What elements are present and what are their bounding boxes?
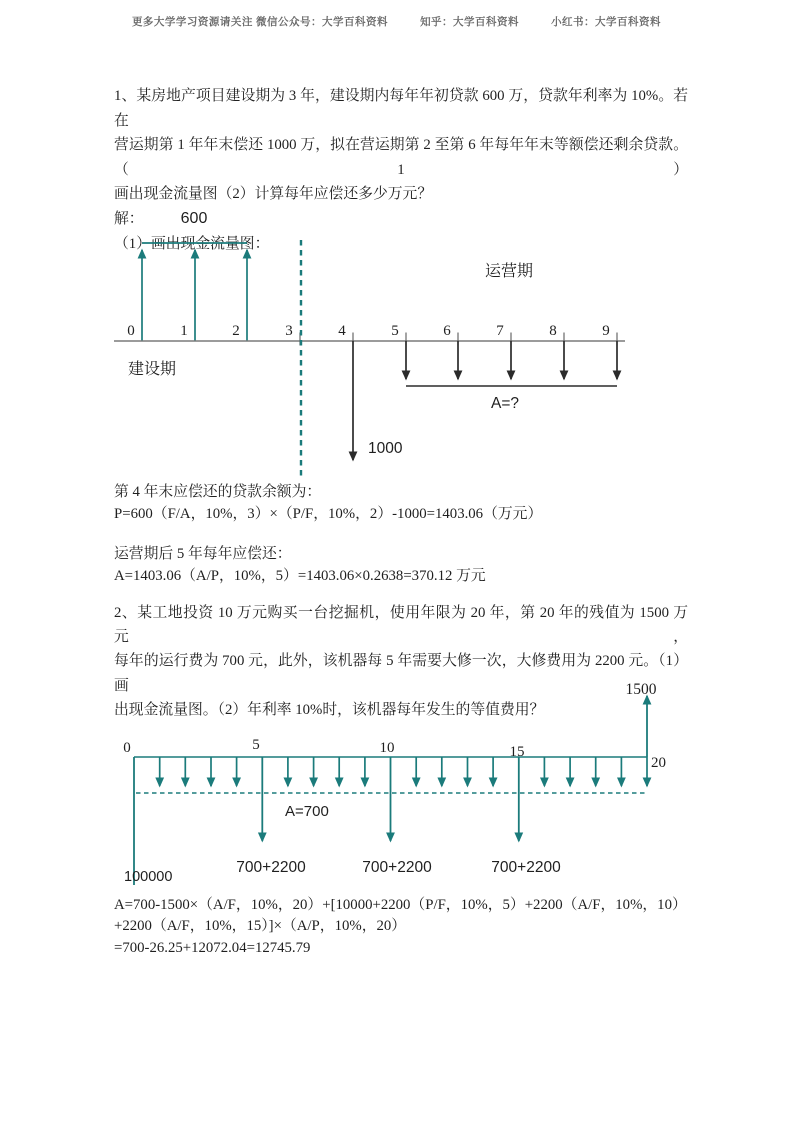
d2-overhaul-arrows <box>262 757 519 841</box>
text-line: 营运期第 1 年年末偿还 1000 万，拟在营运期第 2 至第 6 年每年年末等额偿还剩余贷款。（1） <box>114 137 688 178</box>
d1-tick-label: 6 <box>443 323 451 339</box>
formula-line: P=600（F/A，10%，3）×（P/F，10%，2）-1000=1403.06（万元） <box>114 506 543 523</box>
d1-construction-period-label: 建设期 <box>127 361 177 378</box>
d2-overhaul-label: 700+2200 <box>362 859 432 876</box>
solution1 <box>114 481 688 587</box>
d1-tick-label: 0 <box>127 323 135 339</box>
d1-tick-label: 2 <box>232 323 240 339</box>
d2-annual-cost-arrows <box>160 757 647 786</box>
solution-label: 解： <box>114 210 144 227</box>
formula-line: +2200（A/F，10%，15）]×（A/P，10%，20） <box>114 918 407 935</box>
text-line: 2、某工地投资 10 万元购买一台挖掘机，使用年限为 20 年，第 20 年的残值为 1500 万元， <box>114 605 688 646</box>
header-xiaohongshu: 小红书：大学百科资料 <box>551 17 662 28</box>
step-label: （1）画出现金流量图： <box>114 235 270 252</box>
d1-repayment-label: 1000 <box>368 440 403 457</box>
d2-tick-label: 15 <box>509 744 525 760</box>
cash-flow-diagram-1 <box>0 196 793 486</box>
text-line: 运营期后 5 年每年应偿还： <box>114 545 292 562</box>
d1-annuity-label: A=? <box>490 395 520 412</box>
d1-tick-label: 5 <box>391 323 399 339</box>
header-wechat: 更多大学学习资源请关注 微信公众号：大学百科资料 <box>131 17 389 28</box>
d1-tick-label: 8 <box>549 323 557 339</box>
spacer <box>114 526 688 543</box>
d2-tick-label: 20 <box>651 755 666 771</box>
d1-tick-label: 4 <box>338 323 346 339</box>
solution2 <box>114 895 724 959</box>
d2-overhaul-label: 700+2200 <box>491 859 561 876</box>
d2-annual-cost-label: A=700 <box>285 803 329 820</box>
d2-overhaul-labels <box>236 859 561 876</box>
d2-tick-label: 5 <box>252 737 260 753</box>
d2-tick-label: 10 <box>379 740 395 756</box>
d1-tick-label: 1 <box>180 323 188 339</box>
page-header <box>0 14 793 29</box>
formula-line: A=700-1500×（A/F，10%，20）+[10000+2200（P/F，10%，5）+2200（A/F，10%，10） <box>114 897 687 913</box>
text-line: 第 4 年末应偿还的贷款余额为： <box>114 484 322 500</box>
d2-tick-labels <box>123 737 666 771</box>
text-line: 画出现金流量图（2）计算每年应偿还多少万元？ <box>114 186 433 203</box>
formula-line: A=1403.06（A/P，10%，5）=1403.06×0.2638=370.12 万元 <box>114 567 486 584</box>
header-zhihu: 知乎：大学百科资料 <box>420 17 520 28</box>
d1-loan-amount-label: 600 <box>180 210 208 227</box>
d2-tick-label: 0 <box>123 740 131 756</box>
cash-flow-diagram-2 <box>0 678 793 892</box>
d1-tick-label: 9 <box>602 323 610 339</box>
d1-tick-label: 3 <box>285 323 293 339</box>
d2-overhaul-label: 700+2200 <box>236 859 306 876</box>
d1-tick-label: 7 <box>496 323 504 339</box>
d2-salvage-label: 1500 <box>625 681 657 698</box>
d1-operation-period-label: 运营期 <box>484 263 534 280</box>
text-line: 出现金流量图。（2）年利率 10%时，该机器每年发生的等值费用？ <box>114 701 545 718</box>
text-line: 每年的运行费为 700 元，此外，该机器每 5 年需要大修一次，大修费用为 2200 元。（1）画 <box>114 653 688 694</box>
formula-line: =700-26.25+12072.04=12745.79 <box>114 939 311 956</box>
d1-annuity-arrows <box>406 341 617 379</box>
d2-initial-cost-label: 100000 <box>124 869 173 885</box>
d1-tick-labels <box>127 323 610 339</box>
text-line: 1、某房地产项目建设期为 3 年，建设期内每年年初贷款 600 万，贷款年利率为 10%。若在 <box>114 88 688 129</box>
